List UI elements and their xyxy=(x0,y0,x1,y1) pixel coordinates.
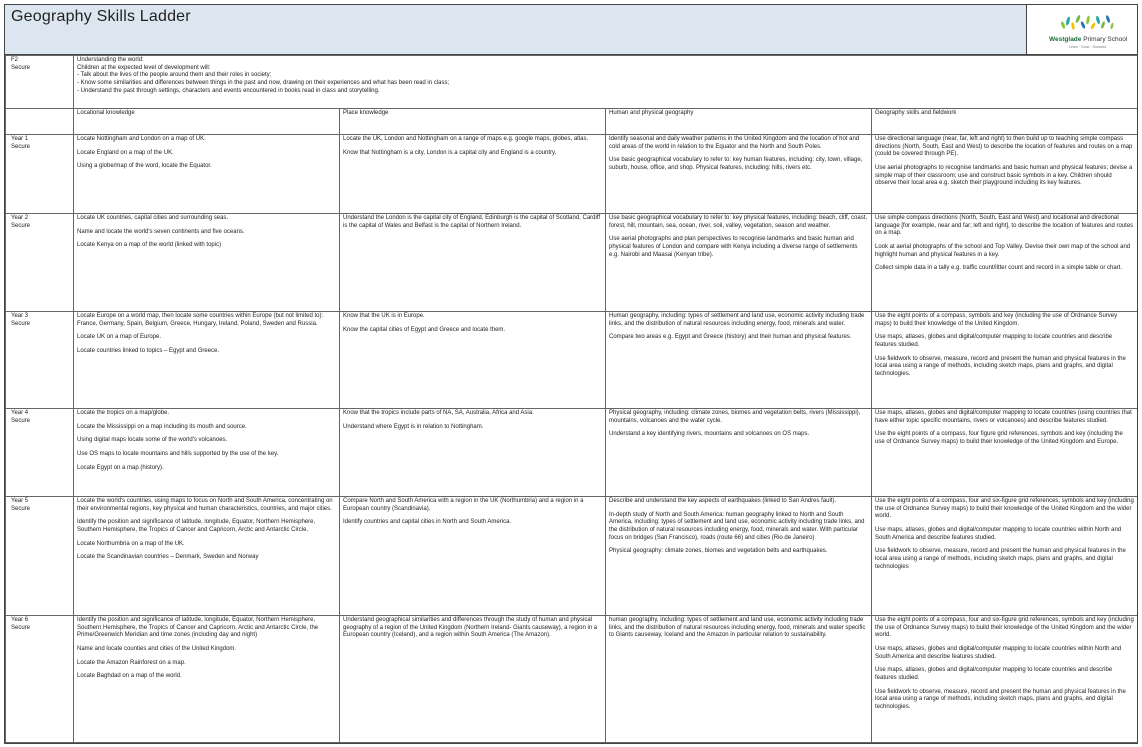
content-cell xyxy=(872,497,1138,616)
year-label xyxy=(6,409,74,497)
cell-paragraph: Use aerial photographs to recognise landmarks and basic human and physical features; devise a simple map of their classroom; use and construct basic symbols in a key. Children should observe their local area e.g. sketch their playground including its key features. xyxy=(875,165,1133,187)
header-blank xyxy=(6,109,74,135)
f2-content xyxy=(74,56,1138,109)
cell-paragraph: Use fieldwork to observe, measure, record and present the human and physical features in the local area using a range of methods, including sketch maps, plans and graphs, and digital technologies. xyxy=(875,355,1126,378)
f2-point: - Know some similarities and differences between things in the past and now, drawing on their experiences and what has been read in class; xyxy=(77,80,450,87)
header-row xyxy=(6,109,1138,135)
content-cell xyxy=(74,214,340,312)
cell-paragraph: Physical geography: climate zones, biomes and vegetation belts and earthquakes. xyxy=(609,548,828,555)
content-cell xyxy=(340,497,606,616)
row-sublabel: Secure xyxy=(11,222,31,229)
year-row xyxy=(6,135,1138,214)
cell-paragraph: Use the eight points of a compass, four and six-figure grid references, symbols and key (including the use of Ordnance Survey maps) to build their knowledge of the United Kingdom and the wider world. xyxy=(875,498,1134,520)
f2-heading: Understanding the world: xyxy=(77,57,144,63)
document-title: Geography Skills Ladder xyxy=(11,8,191,25)
content-cell xyxy=(74,497,340,616)
year-label xyxy=(6,497,74,616)
row-sublabel: Secure xyxy=(11,64,31,71)
row-sublabel: Secure xyxy=(11,320,31,327)
cell-paragraph: Identify the position and significance of latitude, longitude, Equator, Northern Hemisphere, Southern Hemisphere, the Tropics of Cancer and Capricorn, Arctic and Antarctic Circle. xyxy=(77,519,316,534)
cell-paragraph: Describe and understand the key aspects of earthquakes (linked to San Andres fault). xyxy=(609,498,837,504)
row-label: Year 4 xyxy=(11,410,29,416)
year-label xyxy=(6,616,74,743)
row-label: F2 xyxy=(11,57,19,63)
cell-paragraph: In-depth study of North and South America: human geography linked to North and South America, including: types of settlement and land use, economic activity including trade links, and the distribution of natural resources including energy, food, minerals and water. With particular focus on bridges (San Francisco), roads (route 66) and cities (Rio de Janeiro) xyxy=(609,511,865,541)
cell-paragraph: Use maps, atlases, globes and digital/computer mapping to locate countries and describe features studied. xyxy=(875,334,1113,349)
cell-paragraph: Understand where Egypt is in relation to Nottingham. xyxy=(343,423,484,430)
content-cell xyxy=(340,135,606,214)
cell-paragraph: Use fieldwork to observe, measure, record and present the human and physical features in the local area using a range of methods, including sketch maps, plans and graphs, and digital technologies. xyxy=(875,688,1126,711)
content-cell xyxy=(872,312,1138,409)
year-rows xyxy=(6,135,1138,743)
row-label: Year 3 xyxy=(11,313,29,319)
cell-paragraph: Understand geographical similarities and differences through the study of human and physical geography of a region of the United Kingdom (Northern Ireland- Giants causeway), a region in a European country (Iceland), and a region within South America (The Amazon). xyxy=(343,617,598,639)
f2-row xyxy=(6,56,1138,109)
cell-paragraph: Use the eight points of a compass, four and six-figure grid references, symbols and key (including the use of Ordnance Survey maps) to build their knowledge of the United Kingdom and the wider world. xyxy=(875,617,1134,639)
cell-paragraph: Locate Northumbria on a map of the UK. xyxy=(77,540,185,547)
content-cell xyxy=(606,497,872,616)
content-cell xyxy=(340,409,606,497)
cell-paragraph: Use fieldwork to observe, measure, record and present the human and physical features in the local area using a range of methods, including sketch maps, plans and graphs, and digital technologies xyxy=(875,548,1126,570)
content-cell xyxy=(872,214,1138,312)
cell-paragraph: Locate countries linked to topics – Egypt and Greece. xyxy=(77,348,220,355)
year-row xyxy=(6,616,1138,743)
cell-paragraph: Use maps, atlases, globes and digital/computer mapping to locate countries and describe features studied. xyxy=(875,667,1113,682)
content-cell xyxy=(74,616,340,743)
cell-paragraph: Collect simple data in a tally e.g. traffic count/litter count and record in a simple table or chart. xyxy=(875,265,1123,272)
cell-paragraph: Know that Nottingham is a city, London is a capital city and England is a country. xyxy=(343,149,557,156)
content-cell xyxy=(340,312,606,409)
year-label xyxy=(6,312,74,409)
cell-paragraph: Locate Baghdad on a map of the world. xyxy=(77,673,182,680)
cell-paragraph: Know the capital cities of Egypt and Greece and locate them. xyxy=(343,326,506,333)
row-sublabel: Secure xyxy=(11,417,31,424)
title-bar xyxy=(5,5,1137,55)
cell-paragraph: Locate the Amazon Rainforest on a map. xyxy=(77,659,186,666)
cell-paragraph: Name and locate counties and cities of the United Kingdom. xyxy=(77,646,237,653)
cell-paragraph: Locate UK on a map of Europe. xyxy=(77,334,162,341)
year-row xyxy=(6,214,1138,312)
content-cell xyxy=(340,616,606,743)
cell-paragraph: Compare North and South America with a region in the UK (Northumbria) and a region in a European country (Scandinavia). xyxy=(343,498,584,512)
row-label: Year 5 xyxy=(11,498,29,504)
content-cell xyxy=(606,135,872,214)
cell-paragraph: Identify seasonal and daily weather patterns in the United Kingdom and the location of hot and cold areas of the world in relation to the Equator and the North and South Poles. xyxy=(609,136,860,150)
cell-paragraph: Locate the tropics on a map/globe. xyxy=(77,410,170,416)
cell-paragraph: Use the eight points of a compass, four figure grid references, symbols and key (including the use of Ordnance Survey maps) to build their knowledge of the United Kingdom and Europe. xyxy=(875,431,1123,446)
cell-paragraph: Locate England on a map of the UK. xyxy=(77,149,174,156)
cell-paragraph: Locate the UK, London and Nottingham on a range of maps e.g. google maps, globes, atlas. xyxy=(343,136,589,142)
year-row xyxy=(6,409,1138,497)
row-sublabel: Secure xyxy=(11,505,31,512)
logo-name-bold: Westglade xyxy=(1049,36,1082,43)
cell-paragraph: Use aerial photographs and plan perspectives to recognise landmarks and basic human and physical features of London and compare with Kenya including a diverse range of settlements e.g. Nairobi and Maasai (Kenyan tribe). xyxy=(609,236,858,258)
document-page xyxy=(4,4,1138,744)
logo-name-rest: Primary School xyxy=(1083,36,1128,43)
cell-paragraph: Compare two areas e.g. Egypt and Greece (history) and their human and physical features. xyxy=(609,334,852,341)
cell-paragraph: Locate Egypt on a map (history). xyxy=(77,464,164,471)
content-cell xyxy=(74,312,340,409)
cell-paragraph: Identify countries and capital cities in North and South America. xyxy=(343,519,512,526)
cell-paragraph: Locate Kenya on a map of the world (linked with topic) xyxy=(77,242,222,249)
cell-paragraph: human geography, including: types of settlement and land use, economic activity including trade links, and the distribution of natural resources including energy, food, minerals and water specific to Giants causeway, Iceland and the Amazon in particular relation to sustainability. xyxy=(609,617,866,639)
cell-paragraph: Use basic geographical vocabulary to refer to: key physical features, including: beach, cliff, coast, forest, hill, mountain, sea, ocean, river, soil, valley, vegetation, season and weather. xyxy=(609,215,868,229)
cell-paragraph: Name and locate the world's seven continents and five oceans. xyxy=(77,228,245,235)
cell-paragraph: Understand the London is the capital city of England, Edinburgh is the capital of Scotland, Cardiff is the capital of Wales and Belfast is the capital of Northern Ireland. xyxy=(343,215,601,229)
f2-intro: Children at the expected level of development will: xyxy=(77,64,211,71)
cell-paragraph: Use simple compass directions (North, South, East and West) and locational and directional language [for example, near and far; left and right], to describe the location of features and routes on a map. xyxy=(875,215,1134,237)
cell-paragraph: Locate UK countries, capital cities and surrounding seas. xyxy=(77,215,229,221)
cell-paragraph: Human geography, including: types of settlement and land use, economic activity including trade links, and the distribution of natural resources including energy, food, minerals and water. xyxy=(609,313,865,327)
content-cell xyxy=(606,409,872,497)
row-sublabel: Secure xyxy=(11,624,31,631)
f2-point: - Talk about the lives of the people around them and their roles in society; xyxy=(77,72,272,79)
row-label: Year 2 xyxy=(11,215,29,221)
content-cell xyxy=(606,616,872,743)
content-cell xyxy=(872,135,1138,214)
content-cell xyxy=(872,616,1138,743)
school-logo xyxy=(1026,5,1137,54)
content-cell xyxy=(606,214,872,312)
content-cell xyxy=(340,214,606,312)
cell-paragraph: Locate the world's countries, using maps to focus on North and South America, concentrating on their environmental regions, key physical and human characteristics, countries, and major cities. xyxy=(77,498,333,512)
cell-paragraph: Know that the tropics include parts of NA, SA, Australia, Africa and Asia. xyxy=(343,410,534,416)
cell-paragraph: Use maps, atlases, globes and digital/computer mapping to locate countries within North and South America and describe features studied. xyxy=(875,646,1122,660)
cell-paragraph: Know that the UK is in Europe. xyxy=(343,313,425,319)
cell-paragraph: Use the eight points of a compass, symbols and key (including the use of Ordnance Survey maps) to build their knowledge of the United Kingdom. xyxy=(875,313,1118,327)
cell-paragraph: Locate the Mississippi on a map including its mouth and source. xyxy=(77,423,247,430)
column-header: Locational knowledge xyxy=(74,109,340,135)
column-header: Human and physical geography xyxy=(606,109,872,135)
content-cell xyxy=(606,312,872,409)
column-header: Place knowledge xyxy=(340,109,606,135)
content-cell xyxy=(74,409,340,497)
row-sublabel: Secure xyxy=(11,143,31,150)
cell-paragraph: Look at aerial photographs of the school and Top Valley. Devise their own map of the school and highlight human and physical features in a key. xyxy=(875,244,1131,258)
cell-paragraph: Locate the Scandinavian countries – Denmark, Sweden and Norway xyxy=(77,554,259,561)
cell-paragraph: Use basic geographical vocabulary to refer to: key human features, including: city, town, village, suburb, house, office, and shop. Physical features, including: hills, rivers etc. xyxy=(609,157,863,172)
cell-paragraph: Locate Europe on a world map, then locate some countries within Europe (but not limited to): France, Germany, Spain, Belgium, Greece, Hungary, Ireland, Poland, Sweden and Russia. xyxy=(77,313,324,327)
cell-paragraph: Using a globe/map of the word, locate the Equator. xyxy=(77,163,212,170)
column-header: Geography skills and fieldwork xyxy=(872,109,1138,135)
cell-paragraph: Identify the position and significance of latitude, longitude, Equator, Northern Hemisphere, Southern Hemisphere, the Tropics of Cancer and Capricorn, Arctic and Antarctic Circle, the Prime/Greenwich Meridian and time zones (including day and night) xyxy=(77,617,319,639)
skills-table xyxy=(5,55,1138,743)
f2-point: - Understand the past through settings, characters and events encountered in books read in class and storytelling. xyxy=(77,87,380,94)
cell-paragraph: Use OS maps to locate mountains and hills supported by the use of the key. xyxy=(77,451,279,458)
row-label: Year 1 xyxy=(11,136,29,142)
content-cell xyxy=(872,409,1138,497)
cell-paragraph: Physical geography, including: climate zones, biomes and vegetation belts, rivers (Mississippi), mountains, volcanoes and the water cycle. xyxy=(609,410,861,424)
year-row xyxy=(6,497,1138,616)
row-label: Year 6 xyxy=(11,617,29,623)
cell-paragraph: Use maps, atlases, globes and digital/computer mapping to locate countries within North and South America and describe features studied. xyxy=(875,527,1122,541)
content-cell xyxy=(74,135,340,214)
year-label xyxy=(6,214,74,312)
cell-paragraph: Locate Nottingham and London on a map of UK. xyxy=(77,136,206,142)
f2-label xyxy=(6,56,74,109)
leaf-logo-icon xyxy=(1057,11,1117,35)
year-row xyxy=(6,312,1138,409)
logo-school-name xyxy=(1049,36,1127,43)
cell-paragraph: Use maps, atlases, globes and digital/computer mapping to locate countries (using countries that have either topic specific mountains, rivers or volcanoes) and describe features studied. xyxy=(875,410,1132,424)
cell-paragraph: Understand a key identifying rivers, mountains and volcanoes on OS maps. xyxy=(609,431,810,438)
cell-paragraph: Use directional language (near, far, left and right) to then build up to teaching simple compass directions (North, South, East and West) to describe the location of features and routes on a map (could be covered through PE). xyxy=(875,136,1133,158)
cell-paragraph: Using digital maps locate some of the world's volcanoes. xyxy=(77,437,228,444)
year-label xyxy=(6,135,74,214)
logo-tagline: Learn · Grow · Succeed xyxy=(1069,45,1107,49)
